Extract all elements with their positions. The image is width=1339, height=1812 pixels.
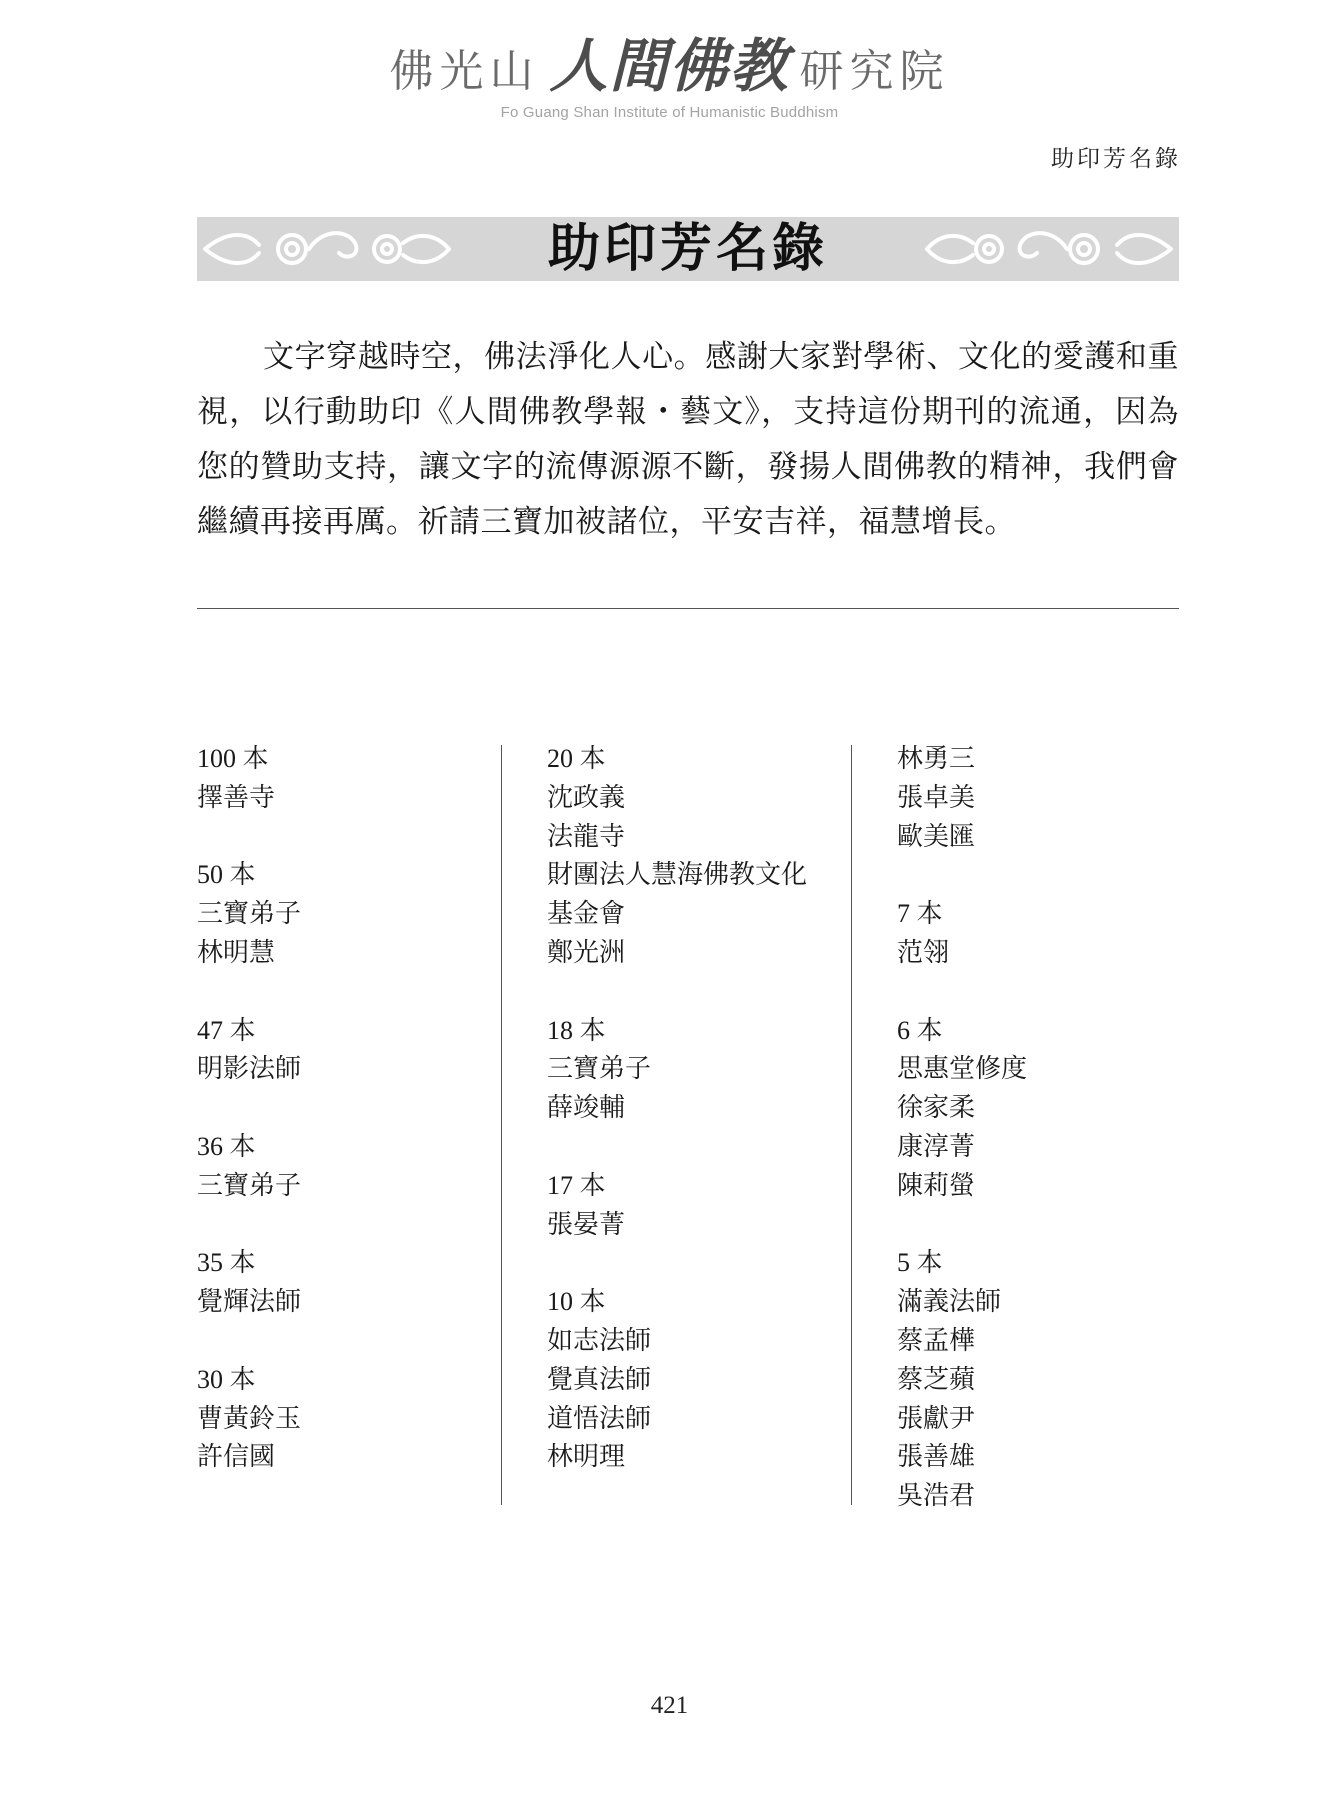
running-head: 助印芳名錄 [1051,146,1181,172]
institute-name-calligraphy: 人間佛教 [549,32,790,100]
institute-name-left: 佛光山 [389,46,540,97]
donor-name: 滿義法師 [897,1287,1002,1318]
donor-name: 三寶弟子 [547,1054,652,1085]
donor-name: 道悟法師 [547,1403,652,1434]
donor-name: 張卓美 [897,782,976,813]
donation-amount: 7 本 [897,899,943,929]
donor-name: 擇善寺 [197,782,276,813]
column-divider [501,745,502,1505]
title-band [197,217,1179,281]
donor-name: 吳浩君 [897,1481,976,1512]
donor-name: 蔡芝蘋 [897,1364,976,1395]
donation-amount: 10 本 [547,1287,606,1317]
donor-name: 鄭光洲 [547,937,626,968]
donor-name: 法龍寺 [547,821,626,852]
donor-name: 曹黃鈴玉 [197,1403,302,1434]
donor-name: 張晏菁 [547,1209,626,1240]
donation-amount: 100 本 [197,744,269,773]
list-spacer [197,1322,497,1361]
donor-name: 沈政義 [547,782,626,813]
donor-name: 三寶弟子 [197,899,302,930]
donor-column-2 [547,740,847,1510]
donation-amount: 50 本 [197,860,256,890]
donation-amount: 6 本 [897,1015,943,1045]
list-spacer [197,1089,497,1128]
list-spacer [897,973,1179,1012]
donation-amount: 20 本 [547,744,606,773]
donor-name: 徐家柔 [897,1093,976,1124]
list-spacer [197,818,497,857]
donor-name: 范翎 [897,937,950,968]
institute-name-right: 研究院 [799,46,950,97]
donor-name: 林明慧 [197,937,276,968]
donor-column-3 [897,740,1179,1510]
donation-amount: 18 本 [547,1015,606,1045]
institute-header [0,32,1339,121]
column-divider [851,745,852,1505]
donor-name: 蔡孟樺 [897,1325,976,1356]
donor-name: 歐美匯 [897,821,976,852]
list-spacer [197,1206,497,1245]
list-spacer [547,1244,847,1283]
donor-name: 陳莉螢 [897,1170,976,1201]
donor-name: 許信國 [197,1442,276,1473]
donor-name: 如志法師 [547,1325,652,1356]
divider-rule [197,608,1179,609]
list-spacer [897,856,1179,895]
donation-amount: 30 本 [197,1364,256,1394]
page-number: 421 [650,1692,689,1719]
donation-amount: 47 本 [197,1015,256,1045]
donor-name: 三寶弟子 [197,1170,302,1201]
donor-name: 薛竣輔 [547,1093,626,1124]
donation-amount: 17 本 [547,1170,606,1200]
donor-name: 財團法人慧海佛教文化 [547,860,808,891]
donor-name: 張善雄 [897,1442,976,1473]
donor-name: 康淳菁 [897,1131,976,1162]
list-spacer [197,973,497,1012]
donation-amount: 36 本 [197,1131,256,1161]
donor-column-1 [197,740,497,1510]
list-spacer [547,973,847,1012]
donation-amount: 5 本 [897,1248,943,1278]
donor-name: 基金會 [547,899,626,930]
donor-name: 思惠堂修度 [897,1054,1028,1085]
donor-name: 覺輝法師 [197,1287,302,1318]
donor-name: 林明理 [547,1442,626,1473]
donation-amount: 35 本 [197,1248,256,1278]
page-title: 助印芳名錄 [547,218,828,279]
list-spacer [897,1206,1179,1245]
list-spacer [547,1128,847,1167]
institute-name [0,32,1339,102]
donor-name: 張獻尹 [897,1403,976,1434]
institute-english-name: Fo Guang Shan Institute of Humanistic Buddhism [500,104,839,121]
donor-name: 明影法師 [197,1054,302,1085]
intro-paragraph: 文字穿越時空，佛法淨化人心。感謝大家對學術、文化的愛護和重視，以行動助印《人間佛教學報・藝文》，支持這份期刊的流通，因為您的贊助支持，讓文字的流傳源源不斷，發揚人間佛教的精神，我們會繼續再接再厲。祈請三寶加被諸位，平安吉祥，福慧增長。 [197,339,1179,540]
donor-name: 覺真法師 [547,1364,652,1395]
donor-name: 林勇三 [897,744,976,774]
donor-list [197,740,1179,1510]
